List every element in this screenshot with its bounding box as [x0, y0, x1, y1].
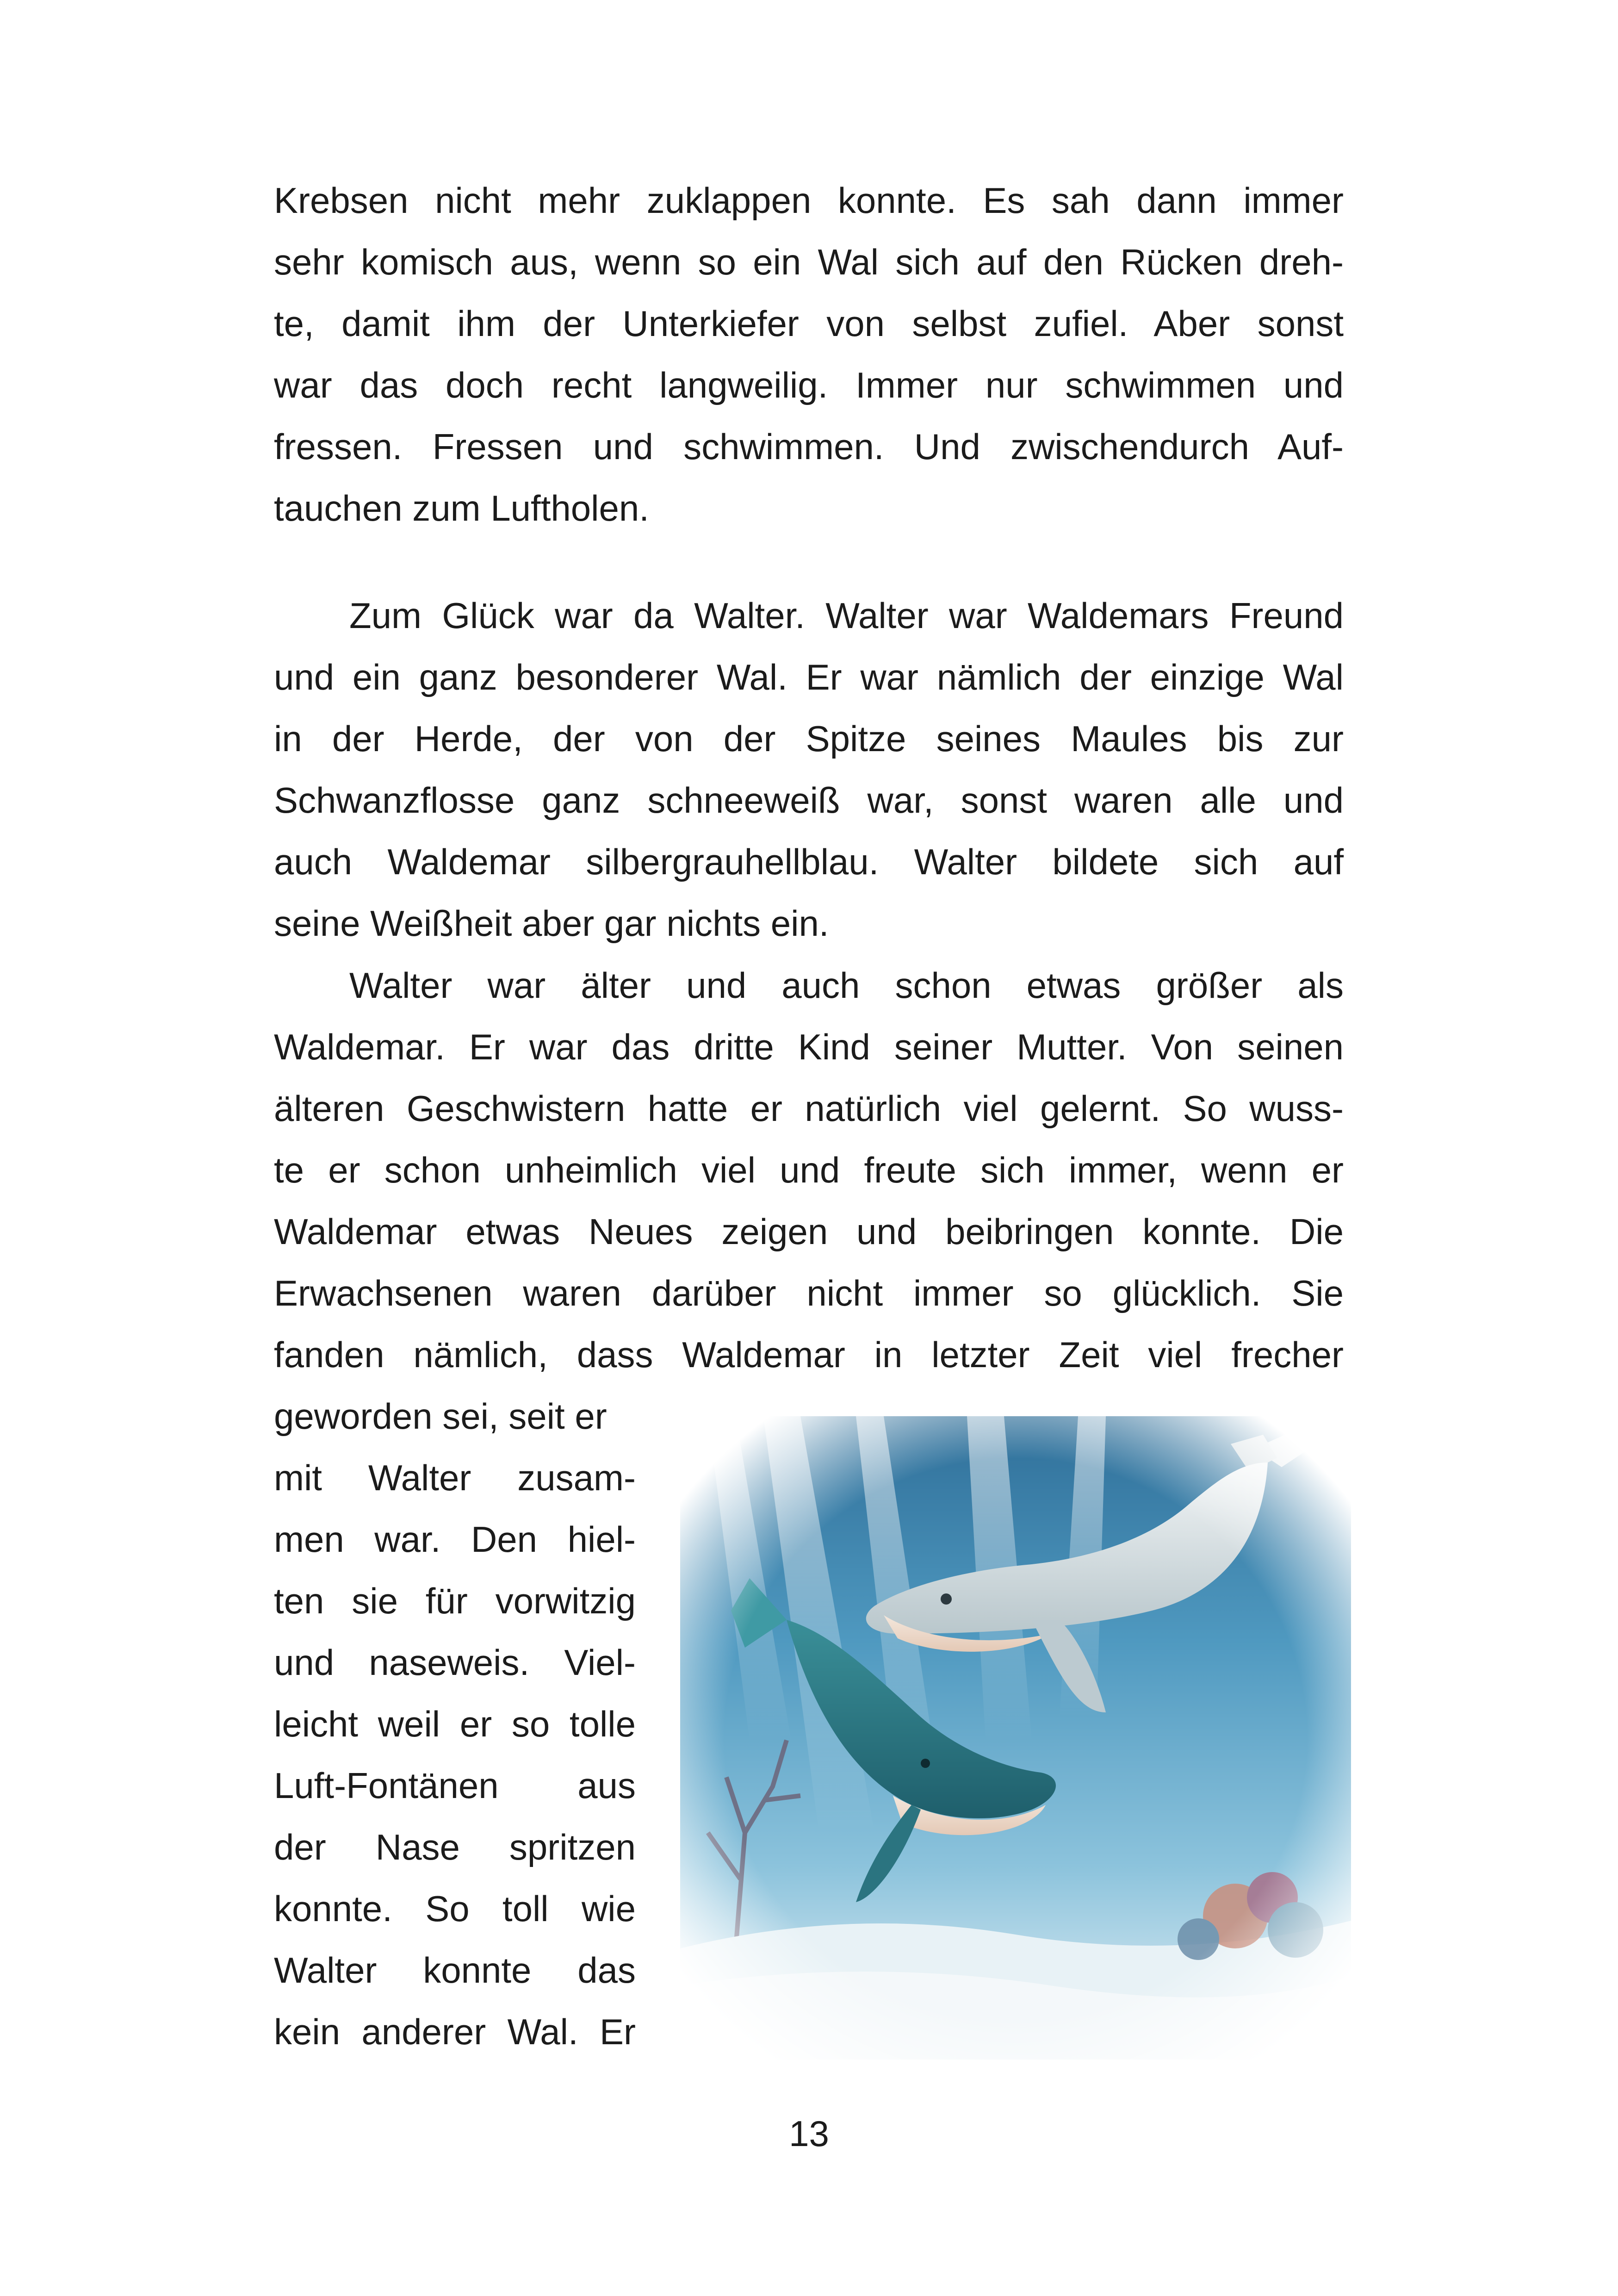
text-line: fressen. Fressen und schwimmen. Und zwischendurch Auf-: [274, 426, 1344, 467]
whales-underwater-illustration: [680, 1416, 1351, 2060]
text-line: Walter war älter und auch schon etwas größer als: [349, 965, 1344, 1006]
text-line: Zum Glück war da Walter. Walter war Waldemars Freund: [349, 595, 1344, 636]
text-line: tauchen zum Luftholen.: [274, 488, 649, 529]
text-line: der Nase spritzen: [274, 1827, 636, 1867]
text-line: seine Weißheit aber gar nichts ein.: [274, 903, 829, 944]
text-line: Waldemar. Er war das dritte Kind seiner Mutter. Von seinen: [274, 1027, 1344, 1067]
text-line: mit Walter zusam-: [274, 1457, 636, 1498]
page-number: 13: [789, 2113, 829, 2154]
text-line: sehr komisch aus, wenn so ein Wal sich auf den Rücken dreh-: [274, 242, 1344, 282]
text-line: in der Herde, der von der Spitze seines Maules bis zur: [274, 718, 1344, 759]
text-line: Luft-Fontänen aus: [274, 1765, 636, 1806]
text-line: geworden sei, seit er: [274, 1396, 607, 1437]
text-line: war das doch recht langweilig. Immer nur schwimmen und: [274, 365, 1344, 405]
text-line: Schwanzflosse ganz schneeweiß war, sonst waren alle und: [274, 780, 1344, 821]
text-line: leicht weil er so tolle: [274, 1704, 636, 1744]
text-line: konnte. So toll wie: [274, 1888, 636, 1929]
text-line: ten sie für vorwitzig: [274, 1580, 636, 1621]
text-line: Walter konnte das: [274, 1950, 636, 1991]
text-line: und ein ganz besonderer Wal. Er war nämlich der einzige Wal: [274, 657, 1344, 697]
text-line: kein anderer Wal. Er: [274, 2011, 636, 2052]
text-line: te er schon unheimlich viel und freute sich immer, wenn er: [274, 1150, 1344, 1190]
text-line: Waldemar etwas Neues zeigen und beibringen konnte. Die: [274, 1211, 1344, 1252]
text-line: te, damit ihm der Unterkiefer von selbst zufiel. Aber sonst: [274, 303, 1344, 344]
text-line: und naseweis. Viel-: [274, 1642, 636, 1683]
text-line: men war. Den hiel-: [274, 1519, 636, 1560]
text-line: älteren Geschwistern hatte er natürlich viel gelernt. So wuss-: [274, 1088, 1344, 1129]
text-line: auch Waldemar silbergrauhellblau. Walter bildete sich auf: [274, 841, 1344, 882]
text-line: fanden nämlich, dass Waldemar in letzter Zeit viel frecher: [274, 1334, 1344, 1375]
text-line: Krebsen nicht mehr zuklappen konnte. Es sah dann immer: [274, 180, 1344, 221]
text-line: Erwachsenen waren darüber nicht immer so glücklich. Sie: [274, 1273, 1344, 1313]
